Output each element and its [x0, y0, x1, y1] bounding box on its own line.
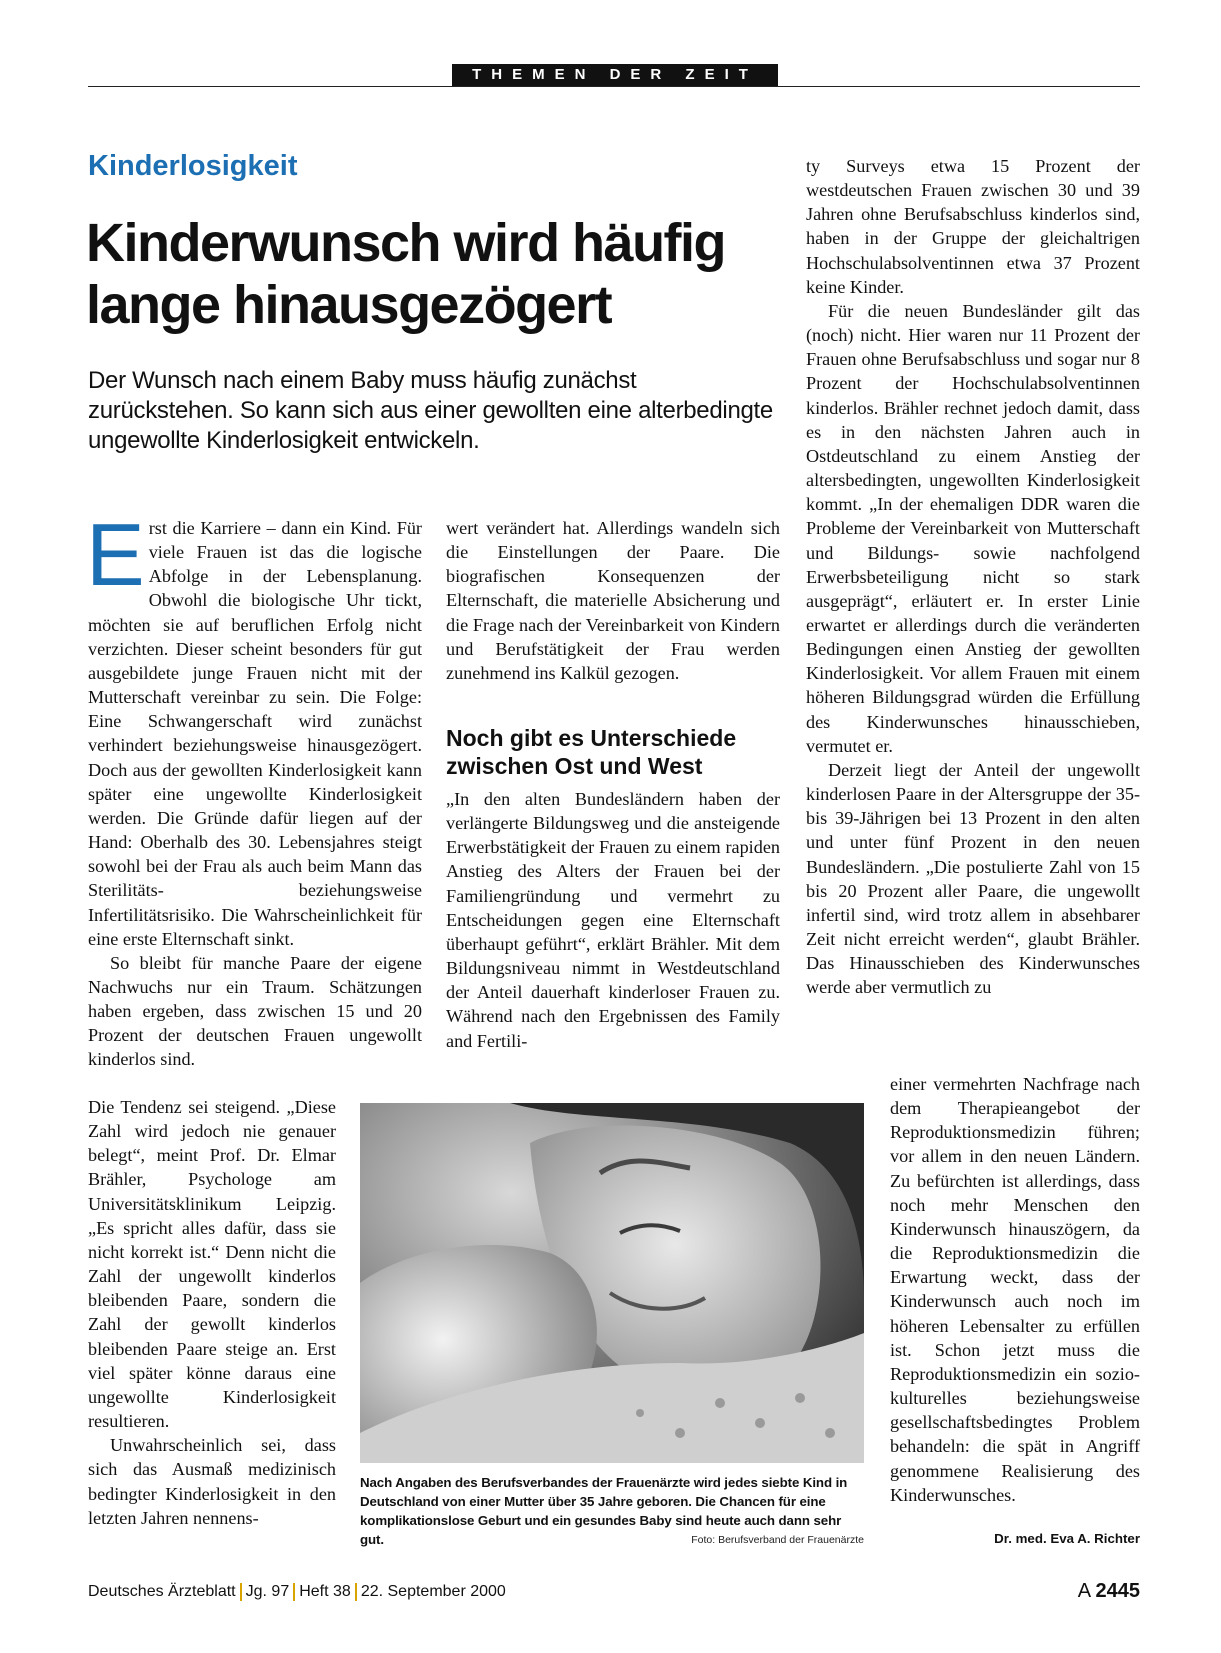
- footer-separator: [240, 1583, 242, 1601]
- page-number: [1078, 1580, 1140, 1603]
- author-byline: Dr. med. Eva A. Richter: [994, 1531, 1140, 1546]
- body-column-1: [86, 505, 422, 1072]
- headline-line-2: lange hinausgezögert: [86, 275, 612, 335]
- footer-separator: [293, 1583, 295, 1601]
- footer-separator: [355, 1583, 357, 1601]
- body-column-2: [446, 516, 780, 685]
- page-prefix: A: [1077, 1580, 1090, 1602]
- photo-caption: Nach Angaben des Berufsverbandes der Frauenärzte wird jedes siebte Kind in Deutschland von einer Mutter über 35 Jahre geboren. Die Chancen für eine komplikationslose Geburt und ein gesundes Baby sind heute auch dann sehr gut.: [360, 1475, 848, 1547]
- paragraph-intro: [86, 505, 422, 951]
- paragraph-einstellungen: wert verändert hat. Allerdings wandeln sich die Einstellungen der Paare. Die biografischen Konsequenzen der Elternschaft, die materielle Absicherung und die Frage nach der Vereinbarkeit von Kindern und Berufstätigkeit der Frau werden zunehmend ins Kalkül gezogen.: [446, 518, 780, 683]
- body-column-3: [806, 154, 1140, 999]
- article-kicker: Kinderlosigkeit: [88, 150, 298, 182]
- paragraph-tendenz: Die Tendenz sei steigend. „Diese Zahl wird jedoch nie genauer belegt“, meint Prof. Dr. Elmar Brähler, Psychologe am Universitätsklinikum Leipzig. „Es spricht alles dafür, dass sie nicht korrekt ist.“ Denn nicht die Zahl der ungewollt kinderlos bleibenden Paare, sondern die Zahl der gewollt kinderlos bleibenden Paare steige an. Erst viel später könne daraus eine ungewollte Kinderlosigkeit resultieren.: [88, 1097, 336, 1432]
- article-deck: Der Wunsch nach einem Baby muss häufig zunächst zurückstehen. So kann sich aus einer gewollten eine alterbedingte ungewollte Kinderlosigkeit entwickeln.: [88, 367, 773, 454]
- photo-credit: Foto: Berufsverband der Frauenärzte: [691, 1534, 864, 1546]
- body-column-2-lower: [446, 787, 780, 1053]
- paragraph-surveys: ty Surveys etwa 15 Prozent der westdeutschen Frauen zwischen 30 und 39 Jahren ohne Berufsabschluss kinderlos sind, haben in der Gruppe der gleichaltrigen Hochschulabsolventinnen etwa 37 Prozent keine Kinder.: [806, 156, 1140, 297]
- headline-line-1: Kinderwunsch wird häufig: [86, 213, 726, 273]
- journal-volume: Jg. 97: [245, 1583, 290, 1600]
- issue-date: 22. September 2000: [360, 1583, 506, 1600]
- subheading: Noch gibt es Unterschiede zwischen Ost und West: [446, 725, 737, 779]
- journal-name: Deutsches Ärzteblatt: [88, 1583, 236, 1600]
- paragraph-derzeit: Derzeit liegt der Anteil der ungewollt kinderlosen Paare in der Altersgruppe der 35- bis 39-Jährigen bei 13 Prozent in den alten und unter fünf Prozent in den neuen Bundesländern. „Die postulierte Zahl von 15 bis 20 Prozent aller Paare, die ungewollt infertil sind, wird trotz allem in absehbarer Zeit nicht erreicht werden“, glaubt Brähler. Das Hinausschieben des Kinderwunsches werde aber vermutlich zu: [806, 759, 1140, 998]
- photo-mother-and-baby: [360, 1103, 864, 1463]
- section-banner: THEMEN DER ZEIT: [452, 64, 778, 86]
- body-column-1-narrow: [88, 1095, 336, 1530]
- paragraph-neue-bundeslaender: Für die neuen Bundesländer gilt das (noch) nicht. Hier waren nur 11 Prozent der Frauen ohne Berufsabschluss und sogar nur 8 Prozent der Hochschulabsolventinnen kinderlos. Brähler rechnet jedoch damit, dass es in den nächsten Jahren auch in Ostdeutschland zu einem Anstieg der altersbedingten, ungewollten Kinderlosigkeit kommt. „In der ehemaligen DDR waren die Probleme der Vereinbarkeit von Mutterschaft und Bildungs- sowie nachfolgend Erwerbsbeteiligung nicht so stark ausgeprägt“, erläutert er. In erster Linie erwartet er allerdings durch die veränderten Bedingungen einen Anstieg der gewollten Kinderlosigkeit. Vor allem Frauen mit einem höheren Bildungsgrad würden die Erfüllung des Kinderwunsches hinausschieben, vermutet er.: [806, 300, 1140, 756]
- paragraph-traum: So bleibt für manche Paare der eigene Nachwuchs nur ein Traum. Schätzungen haben ergeben, dass zwischen 15 und 20 Prozent der deutschen Frauen ungewollt kinderlos sind.: [88, 952, 422, 1070]
- paragraph-intro-text: rst die Karriere – dann ein Kind. Für viele Frauen ist das die logische Abfolge in der Lebensplanung. Obwohl die biologische Uhr tickt, möchten sie auf beruflichen Erfolg nicht verzichten. Dieser scheint besonders für gut ausgebildete junge Frauen nicht mit der Mutterschaft vereinbar zu sein. Die Folge: Eine Schwangerschaft wird zunächst verhindert beziehungsweise hinausgezögert. Doch aus der gewollten Kinderlosigkeit kann später eine ungewollte Kinderlosigkeit werden. Die Gründe dafür liegen auf der Hand: Oberhalb des 30. Lebensjahres steigt sowohl bei der Frau als auch beim Mann das Sterilitäts- beziehungsweise Infertilitätsrisiko. Die Wahrscheinlichkeit für eine erste Elternschaft sinkt.: [88, 518, 422, 949]
- page-footer: [88, 1583, 506, 1601]
- photo-illustration: [360, 1103, 864, 1463]
- drop-cap: E: [86, 505, 145, 604]
- body-column-3-narrow: [890, 1072, 1140, 1507]
- paragraph-alte-bundeslaender: „In den alten Bundesländern haben der verlängerte Bildungsweg und die ansteigende Erwerbstätigkeit der Frauen zu einem rapiden Anstieg des Alters der Frauen bei der Familiengründung und vermehrt zu Entscheidungen gegen eine Elternschaft überhaupt geführt“, erklärt Brähler. Mit dem Bildungsniveau nimmt in Westdeutschland der Anteil dauerhaft kinderloser Frauen zu. Während nach den Ergebnissen des Family and Fertili-: [446, 789, 780, 1051]
- page-number-value: 2445: [1095, 1580, 1140, 1602]
- header-rule: [88, 86, 1140, 87]
- paragraph-nachfrage: einer vermehrten Nachfrage nach dem Therapieangebot der Reproduktionsmedizin führen; vor allem in den neuen Ländern. Zu befürchten ist allerdings, dass noch mehr Menschen den Kinderwunsch hinauszögern, da die Reproduktionsmedizin die Erwartung weckt, dass der Kinderwunsch auch noch im höheren Lebensalter zu erfüllen ist. Schon jetzt muss die Reproduktionsmedizin ein sozio-kulturelles beziehungsweise gesellschaftsbedingtes Problem behandeln: die spät in Angriff genommene Realisierung des Kinderwunsches.: [890, 1074, 1140, 1505]
- paragraph-unwahrscheinlich: Unwahrscheinlich sei, dass sich das Ausmaß medizinisch bedingter Kinderlosigkeit in den letzten Jahren nennens-: [88, 1435, 336, 1528]
- article-headline: [86, 212, 806, 336]
- journal-issue: Heft 38: [299, 1583, 351, 1600]
